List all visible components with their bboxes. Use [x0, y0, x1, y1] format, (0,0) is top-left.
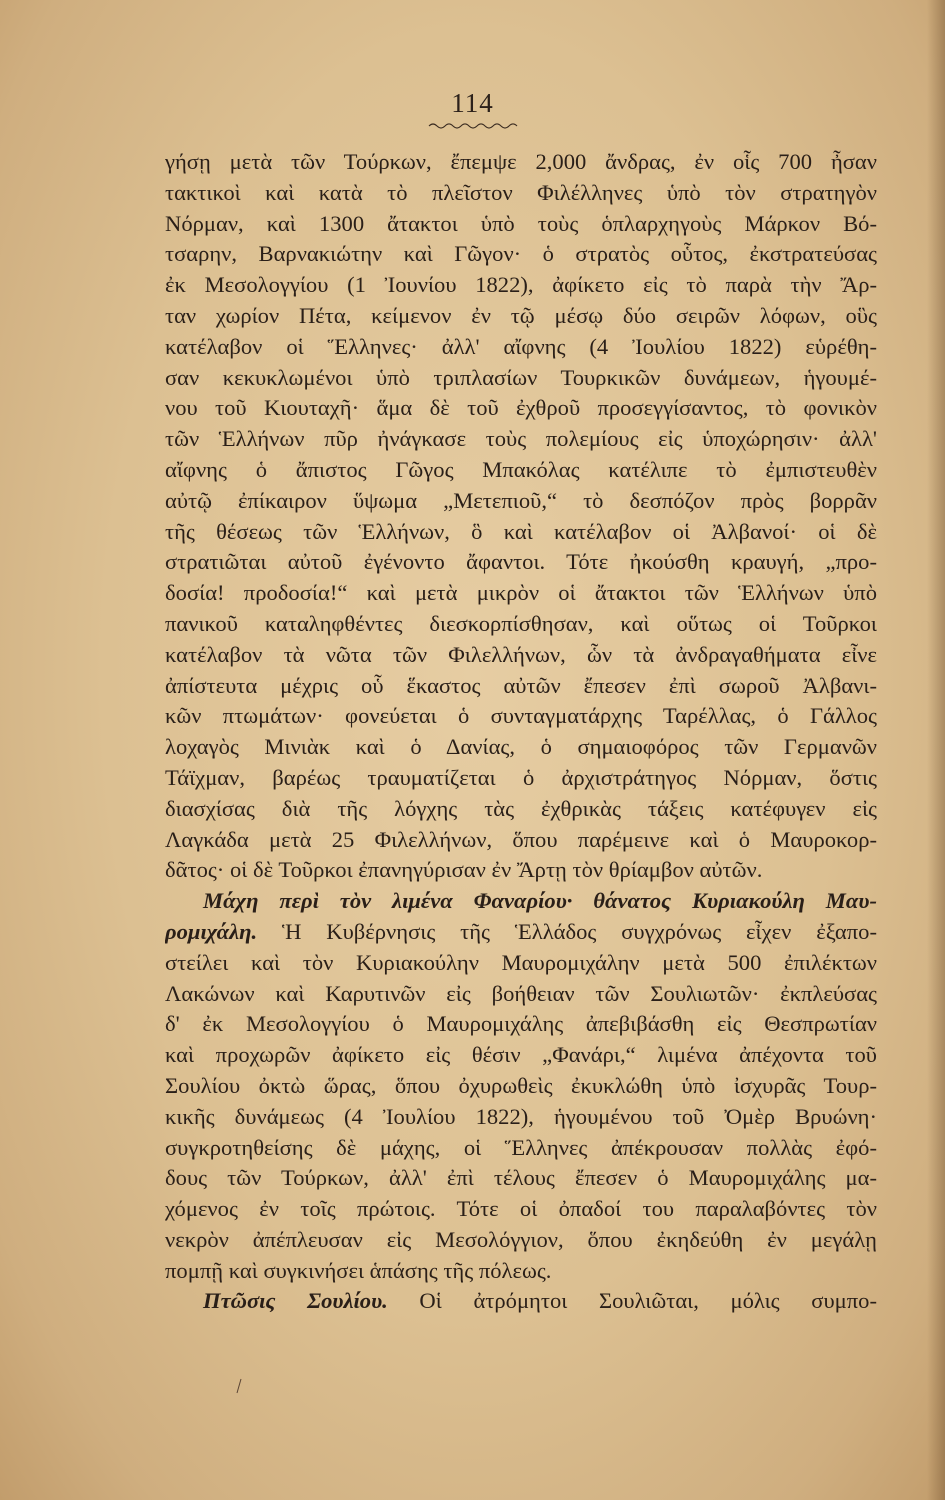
text-line: κατέλαβον οἱ Ἕλληνες· ἀλλ' αἴφνης (4 Ἰουλίου 1822) εὑρέθη-: [165, 333, 877, 359]
text-line: Σουλίου ὀκτὼ ὥρας, ὅπου ὀχυρωθεὶς ἐκυκλώθη ὑπὸ ἰσχυρᾶς Τουρ-: [165, 1072, 877, 1098]
text-line: Λαγκάδα μετὰ 25 Φιλελλήνων, ὅπου παρέμεινε καὶ ὁ Μαυροκορ-: [165, 826, 877, 852]
text-line: διασχίσας διὰ τῆς λόγχης τὰς ἐχθρικὰς τάξεις κατέφυγεν εἰς: [165, 795, 877, 821]
text-line: δοσία! προδοσία!“ καὶ μετὰ μικρὸν οἱ ἄτακτοι τῶν Ἑλλήνων ὑπὸ: [165, 580, 877, 606]
text-line: γήσῃ μετὰ τῶν Τούρκων, ἔπεμψε 2,000 ἄνδρας, ἐν οἷς 700 ἦσαν: [165, 149, 877, 174]
text-span: Ἡ Κυβέρνησις τῆς Ἑλλάδος συγχρόνως εἶχεν ἐξαπο-: [282, 918, 877, 944]
text-line: καὶ προχωρῶν ἀφίκετο εἰς θέσιν „Φανάρι,“ λιμένα ἀπέχοντα τοῦ: [165, 1042, 877, 1068]
text-line: ταν χωρίον Πέτα, κείμενον ἐν τῷ μέσῳ δύο σειρῶν λόφων, οὓς: [165, 302, 877, 328]
text-line: πανικοῦ καταληφθέντες διεσκορπίσθησαν, καὶ οὕτως οἱ Τοῦρκοι: [165, 610, 877, 636]
text-line: χόμενος ἐν τοῖς πρώτοις. Τότε οἱ ὀπαδοί του παραλαβόντες τὸν: [165, 1196, 877, 1222]
stray-pen-mark: [235, 1378, 243, 1394]
text-line: κικῆς δυνάμεως (4 Ἰουλίου 1822), ἡγουμένου τοῦ Ὀμὲρ Βρυώνη·: [165, 1103, 877, 1129]
text-line: Λακώνων καὶ Καρυτινῶν εἰς βοήθειαν τῶν Σουλιωτῶν· ἐκπλεύσας: [165, 980, 877, 1006]
text-line: λοχαγὸς Μινιὰκ καὶ ὁ Δανίας, ὁ σημαιοφόρος τῶν Γερμανῶν: [165, 734, 877, 760]
text-line: τσαρην, Βαρνακιώτην καὶ Γῶγον· ὁ στρατὸς οὗτος, ἐκστρατεύσας: [165, 241, 877, 267]
text-line: αἴφνης ὁ ἄπιστος Γῶγος Μπακόλας κατέλιπε τὸ ἐμπιστευθὲν: [165, 456, 877, 482]
text-line: δᾶτος· οἱ δὲ Τοῦρκοι ἐπανηγύρισαν ἐν Ἄρτῃ τὸν θρίαμβον αὐτῶν.: [165, 857, 763, 883]
page-number: 114: [451, 88, 494, 118]
text-line: ἐκ Μεσολογγίου (1 Ἰουνίου 1822), ἀφίκετο εἰς τὸ παρὰ τὴν Ἄρ-: [165, 272, 877, 298]
text-line: Τάϊχμαν, βαρέως τραυματίζεται ὁ ἀρχιστράτηγος Νόρμαν, ὅστις: [165, 764, 877, 790]
section-heading: Πτῶσις Σουλίου.: [203, 1288, 388, 1314]
text-line: κῶν πτωμάτων· φονεύεται ὁ συνταγματάρχης Ταρέλλας, ὁ Γάλλος: [165, 703, 877, 729]
text-line: τῶν Ἑλλήνων πῦρ ἠνάγκασε τοὺς πολεμίους εἰς ὑποχώρησιν· ἀλλ': [165, 426, 877, 452]
text-line: τακτικοὶ καὶ κατὰ τὸ πλεῖστον Φιλέλληνες ὑπὸ τὸν στρατηγὸν: [165, 179, 877, 205]
text-line: [165, 917, 877, 948]
text-line: νου τοῦ Κιουταχῆ· ἅμα δὲ τοῦ ἐχθροῦ προσεγγίσαντος, τὸ φονικὸν: [165, 395, 877, 421]
text-line: στείλει καὶ τὸν Κυριακούλην Μαυρομιχάλην μετὰ 500 ἐπιλέκτων: [165, 949, 877, 975]
text-line: δ' ἐκ Μεσολογγίου ὁ Μαυρομιχάλης ἀπεβιβάσθη εἰς Θεσπρωτίαν: [165, 1011, 877, 1037]
body-text: [165, 147, 877, 1317]
text-line: σαν κεκυκλωμένοι ὑπὸ τριπλασίων Τουρκικῶν δυνάμεων, ἡγουμέ-: [165, 364, 877, 390]
text-line: ἀπίστευτα μέχρις οὗ ἕκαστος αὐτῶν ἔπεσεν ἐπὶ σωροῦ Ἀλβανι-: [165, 672, 877, 698]
page-edge-shadow: [927, 0, 945, 1500]
text-line: νεκρὸν ἀπέπλευσαν εἰς Μεσολόγγιον, ὅπου ἐκηδεύθη ἐν μεγάλῃ: [165, 1226, 877, 1252]
text-line: δους τῶν Τούρκων, ἀλλ' ἐπὶ τέλους ἔπεσεν ὁ Μαυρομιχάλης μα-: [165, 1165, 877, 1191]
section-heading-line: [165, 886, 877, 917]
text-line: αὐτῷ ἐπίκαιρον ὕψωμα „Μετεπιοῦ,“ τὸ δεσπόζον πρὸς βορρᾶν: [165, 487, 877, 513]
section-heading: Μάχη περὶ τὸν λιμένα Φαναρίου· θάνατος Κυριακούλη Μαυ-: [203, 888, 877, 914]
text-line: Νόρμαν, καὶ 1300 ἄτακτοι ὑπὸ τοὺς ὁπλαρχηγοὺς Μάρκον Βό-: [165, 210, 877, 236]
text-line: πομπῇ καὶ συγκινήσει ἁπάσης τῆς πόλεως.: [165, 1257, 552, 1283]
text-line: στρατιῶται αὐτοῦ ἐγένοντο ἄφαντοι. Τότε ἠκούσθη κραυγή, „προ-: [165, 549, 877, 575]
section-heading-cont: ρομιχάλη.: [165, 918, 258, 944]
text-line: κατέλαβον τὰ νῶτα τῶν Φιλελλήνων, ὧν τὰ ἀνδραγαθήματα εἶνε: [165, 641, 877, 667]
ornament-wavy-rule: [427, 120, 519, 130]
text-span: Οἱ ἀτρόμητοι Σουλιῶται, μόλις συμπο-: [419, 1288, 877, 1314]
text-line: τῆς θέσεως τῶν Ἑλλήνων, ὃ καὶ κατέλαβον οἱ Ἀλβανοί· οἱ δὲ: [165, 518, 877, 544]
text-line: [165, 1286, 877, 1317]
text-line: συγκροτηθείσης δὲ μάχης, οἱ Ἕλληνες ἀπέκρουσαν πολλὰς ἐφό-: [165, 1134, 877, 1160]
